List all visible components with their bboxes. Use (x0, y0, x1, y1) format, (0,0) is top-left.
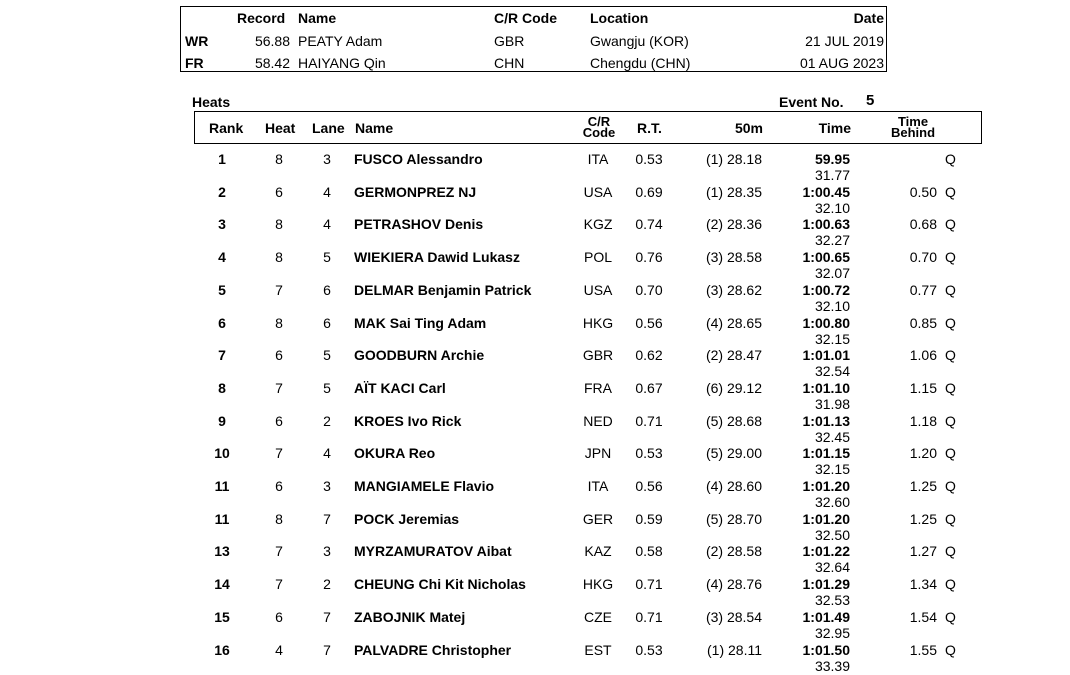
lane-cell: 7 (323, 641, 331, 658)
header-behind-line1: Time (897, 114, 929, 129)
heat-cell: 8 (275, 216, 283, 233)
table-row (0, 380, 1070, 413)
lane-cell: 6 (323, 281, 331, 298)
heat-cell: 7 (275, 543, 283, 560)
country-code: KAZ (584, 543, 612, 560)
split-second-50m: 32.64 (814, 559, 850, 576)
lane-cell: 4 (323, 445, 331, 462)
time-behind: 0.70 (909, 249, 937, 266)
rank-cell: 7 (218, 347, 226, 364)
heat-cell: 8 (275, 151, 283, 167)
split-50m: (5) 29.00 (705, 445, 762, 462)
time-behind: 1.34 (909, 576, 937, 593)
athlete-name: PALVADRE Christopher (354, 641, 512, 658)
table-row (0, 315, 1070, 348)
qualified-mark: Q (945, 478, 956, 494)
final-time: 1:01.20 (802, 478, 850, 494)
record-date: 01 AUG 2023 (799, 55, 884, 71)
country-code: FRA (584, 379, 612, 396)
split-50m: (4) 28.65 (705, 314, 762, 331)
time-behind: 1.54 (909, 608, 937, 625)
split-50m: (4) 28.60 (705, 478, 762, 494)
final-time: 1:01.01 (802, 347, 850, 364)
final-time: 1:01.13 (802, 412, 850, 429)
reaction-time: 0.56 (635, 478, 663, 494)
table-row (0, 478, 1070, 511)
lane-cell: 5 (323, 379, 331, 396)
split-second-50m: 32.27 (814, 232, 850, 249)
table-row (0, 249, 1070, 282)
reaction-time: 0.71 (635, 608, 663, 625)
lane-cell: 5 (323, 347, 331, 364)
athlete-name: FUSCO Alessandro (354, 151, 483, 167)
lane-cell: 3 (323, 543, 331, 560)
rank-cell: 9 (218, 412, 226, 429)
rank-cell: 16 (214, 641, 230, 658)
qualified-mark: Q (945, 281, 956, 298)
header-heat: Heat (265, 120, 296, 136)
records-header-record: Record (237, 10, 286, 26)
country-code: GBR (582, 347, 614, 364)
athlete-name: POCK Jeremias (354, 510, 460, 527)
rank-cell: 11 (214, 478, 230, 494)
split-50m: (5) 28.70 (705, 510, 762, 527)
heat-cell: 6 (275, 412, 283, 429)
heat-cell: 6 (275, 478, 283, 494)
time-behind: 0.85 (909, 314, 937, 331)
qualified-mark: Q (945, 608, 956, 625)
qualified-mark: Q (945, 510, 956, 527)
record-code: GBR (494, 33, 525, 49)
record-time: 58.42 (254, 55, 290, 71)
reaction-time: 0.58 (635, 543, 663, 560)
reaction-time: 0.67 (635, 379, 663, 396)
results-header (194, 111, 982, 144)
country-code: USA (583, 281, 613, 298)
event-label: Event No. (779, 94, 844, 110)
records-table (180, 6, 887, 72)
athlete-name: AÏT KACI Carl (354, 379, 446, 396)
final-time: 1:00.72 (802, 281, 850, 298)
athlete-name: CHEUNG Chi Kit Nicholas (354, 576, 526, 593)
event-number: 5 (866, 92, 875, 109)
split-50m: (1) 28.11 (707, 641, 762, 658)
time-behind: 1.06 (909, 347, 937, 364)
athlete-name: OKURA Reo (354, 445, 436, 462)
header-name: Name (355, 120, 394, 136)
final-time: 1:01.15 (802, 445, 850, 462)
rank-cell: 13 (214, 543, 230, 560)
split-second-50m: 32.10 (814, 199, 850, 216)
rank-cell: 1 (218, 151, 226, 167)
final-time: 1:01.20 (802, 510, 850, 527)
reaction-time: 0.53 (635, 445, 663, 462)
reaction-time: 0.62 (635, 347, 663, 364)
country-code: ITA (587, 478, 609, 494)
lane-cell: 2 (323, 576, 331, 593)
qualified-mark: Q (945, 543, 956, 560)
lane-cell: 6 (323, 314, 331, 331)
country-code: CZE (584, 608, 612, 625)
qualified-mark: Q (945, 314, 956, 331)
rank-cell: 2 (218, 183, 226, 200)
split-50m: (1) 28.18 (705, 151, 762, 167)
reaction-time: 0.71 (635, 412, 663, 429)
rank-cell: 4 (218, 249, 226, 266)
final-time: 1:01.22 (802, 543, 850, 560)
split-second-50m: 32.45 (814, 428, 850, 445)
country-code: GER (582, 510, 614, 527)
table-row (0, 609, 1070, 642)
qualified-mark: Q (945, 151, 956, 167)
rank-cell: 10 (214, 445, 230, 462)
final-time: 1:01.10 (802, 379, 850, 396)
heat-cell: 6 (275, 183, 283, 200)
athlete-name: ZABOJNIK Matej (354, 608, 466, 625)
reaction-time: 0.70 (635, 281, 663, 298)
heat-cell: 8 (275, 314, 283, 331)
split-50m: (2) 28.36 (705, 216, 762, 233)
rank-cell: 15 (214, 608, 230, 625)
split-second-50m: 31.77 (814, 167, 850, 183)
record-location: Chengdu (CHN) (590, 55, 691, 71)
split-50m: (2) 28.47 (705, 347, 762, 364)
rank-cell: 14 (214, 576, 230, 593)
heat-cell: 4 (275, 641, 283, 658)
reaction-time: 0.76 (635, 249, 663, 266)
split-50m: (3) 28.58 (705, 249, 762, 266)
records-header-location: Location (590, 10, 649, 26)
time-behind: 1.25 (909, 510, 937, 527)
qualified-mark: Q (945, 445, 956, 462)
athlete-name: GOODBURN Archie (354, 347, 485, 364)
final-time: 1:01.29 (802, 576, 850, 593)
heat-cell: 8 (275, 510, 283, 527)
header-split: 50m (734, 120, 763, 136)
athlete-name: MANGIAMELE Flavio (354, 478, 495, 494)
reaction-time: 0.59 (635, 510, 663, 527)
split-second-50m: 33.39 (814, 657, 850, 674)
qualified-mark: Q (945, 183, 956, 200)
country-code: KGZ (583, 216, 613, 233)
country-code: ITA (587, 151, 609, 167)
qualified-mark: Q (945, 576, 956, 593)
lane-cell: 5 (323, 249, 331, 266)
reaction-time: 0.53 (635, 151, 663, 167)
athlete-name: WIEKIERA Dawid Lukasz (354, 249, 520, 266)
time-behind: 0.50 (909, 183, 937, 200)
athlete-name: KROES Ivo Rick (354, 412, 462, 429)
rank-cell: 5 (218, 281, 226, 298)
table-row (0, 347, 1070, 380)
records-header-name: Name (298, 10, 337, 26)
final-time: 1:00.65 (802, 249, 850, 266)
qualified-mark: Q (945, 216, 956, 233)
table-row (0, 151, 1070, 184)
split-second-50m: 32.15 (814, 461, 850, 478)
split-second-50m: 32.53 (814, 592, 850, 609)
reaction-time: 0.53 (635, 641, 663, 658)
lane-cell: 3 (323, 478, 331, 494)
header-time: Time (818, 120, 851, 136)
athlete-name: MAK Sai Ting Adam (354, 314, 487, 331)
reaction-time: 0.56 (635, 314, 663, 331)
table-row (0, 282, 1070, 315)
record-holder: HAIYANG Qin (298, 55, 386, 71)
records-header-date: Date (853, 10, 884, 26)
rank-cell: 3 (218, 216, 226, 233)
lane-cell: 7 (323, 608, 331, 625)
table-row (0, 511, 1070, 544)
reaction-time: 0.71 (635, 576, 663, 593)
time-behind: 1.15 (909, 379, 937, 396)
section-title: Heats (192, 94, 231, 110)
country-code: HKG (582, 314, 614, 331)
heat-cell: 7 (275, 379, 283, 396)
time-behind: 1.27 (909, 543, 937, 560)
country-code: NED (583, 412, 613, 429)
final-time: 1:00.45 (802, 183, 850, 200)
athlete-name: MYRZAMURATOV Aibat (354, 543, 512, 560)
time-behind: 1.18 (909, 412, 937, 429)
split-50m: (4) 28.76 (705, 576, 762, 593)
split-second-50m: 32.50 (814, 526, 850, 543)
header-rank: Rank (209, 120, 244, 136)
country-code: POL (583, 249, 612, 266)
header-lane: Lane (312, 120, 345, 136)
heat-cell: 7 (275, 281, 283, 298)
split-second-50m: 32.95 (814, 624, 850, 641)
reaction-time: 0.74 (635, 216, 663, 233)
final-time: 1:01.50 (802, 641, 850, 658)
country-code: USA (583, 183, 613, 200)
time-behind: 0.77 (909, 281, 937, 298)
lane-cell: 7 (323, 510, 331, 527)
split-50m: (3) 28.62 (705, 281, 762, 298)
athlete-name: GERMONPREZ NJ (354, 183, 477, 200)
record-type: WR (185, 33, 209, 49)
rank-cell: 6 (218, 314, 226, 331)
table-row (0, 184, 1070, 217)
heat-cell: 6 (275, 347, 283, 364)
split-50m: (6) 29.12 (705, 379, 762, 396)
country-code: HKG (582, 576, 614, 593)
lane-cell: 3 (323, 151, 331, 167)
time-behind: 0.68 (909, 216, 937, 233)
heat-cell: 6 (275, 608, 283, 625)
header-code-line2: Code (582, 125, 616, 140)
split-second-50m: 32.07 (814, 265, 850, 282)
record-type: FR (185, 55, 204, 71)
final-time: 1:00.63 (802, 216, 850, 233)
final-time: 1:01.49 (802, 608, 850, 625)
header-behind-line2: Behind (890, 125, 936, 140)
split-50m: (2) 28.58 (705, 543, 762, 560)
lane-cell: 4 (323, 183, 331, 200)
header-rt: R.T. (637, 120, 662, 136)
qualified-mark: Q (945, 347, 956, 364)
rank-cell: 8 (218, 379, 226, 396)
qualified-mark: Q (945, 412, 956, 429)
record-date: 21 JUL 2019 (805, 33, 884, 49)
record-location: Gwangju (KOR) (590, 33, 689, 49)
table-row (0, 642, 1070, 675)
lane-cell: 2 (323, 412, 331, 429)
split-second-50m: 32.60 (814, 494, 850, 510)
qualified-mark: Q (945, 641, 956, 658)
qualified-mark: Q (945, 249, 956, 266)
final-time: 1:00.80 (802, 314, 850, 331)
qualified-mark: Q (945, 379, 956, 396)
final-time: 59.95 (814, 151, 850, 167)
country-code: JPN (584, 445, 612, 462)
heat-cell: 7 (275, 445, 283, 462)
time-behind: 1.20 (909, 445, 937, 462)
record-code: CHN (494, 55, 525, 71)
table-row (0, 216, 1070, 249)
split-second-50m: 31.98 (814, 395, 850, 412)
table-row (0, 576, 1070, 609)
split-second-50m: 32.10 (814, 297, 850, 314)
athlete-name: DELMAR Benjamin Patrick (354, 281, 532, 298)
records-header-code: C/R Code (494, 10, 557, 26)
split-50m: (1) 28.35 (705, 183, 762, 200)
time-behind: 1.25 (909, 478, 937, 494)
record-holder: PEATY Adam (298, 33, 383, 49)
split-50m: (5) 28.68 (705, 412, 762, 429)
split-second-50m: 32.54 (814, 363, 850, 380)
table-row (0, 543, 1070, 576)
heat-cell: 7 (275, 576, 283, 593)
record-time: 56.88 (254, 33, 290, 49)
reaction-time: 0.69 (635, 183, 663, 200)
rank-cell: 11 (214, 510, 230, 527)
athlete-name: PETRASHOV Denis (354, 216, 484, 233)
split-second-50m: 32.15 (814, 330, 850, 347)
table-row (0, 413, 1070, 446)
heat-cell: 8 (275, 249, 283, 266)
header-code-line1: C/R (587, 114, 611, 129)
time-behind: 1.55 (909, 641, 937, 658)
table-row (0, 445, 1070, 478)
country-code: EST (584, 641, 612, 658)
split-50m: (3) 28.54 (705, 608, 762, 625)
lane-cell: 4 (323, 216, 331, 233)
